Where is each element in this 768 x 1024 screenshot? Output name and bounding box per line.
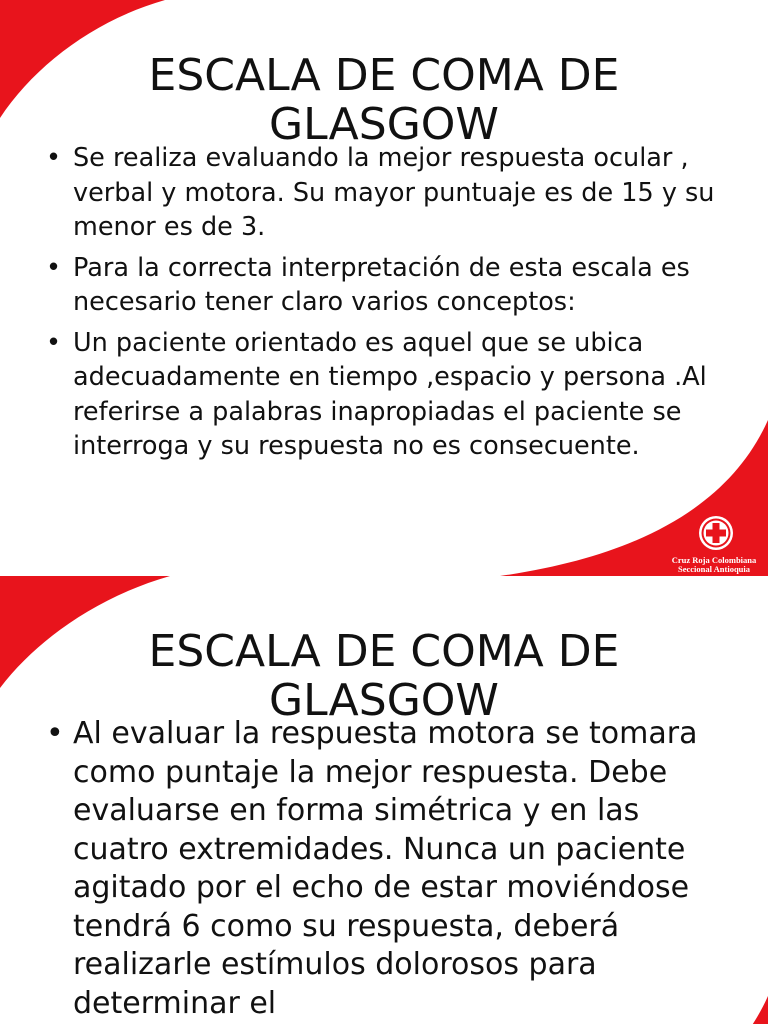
bullet-item: • Se realiza evaluando la mejor respuesta ocular , verbal y motora. Su mayor puntuaje es de 15 y su menor es de 3. (44, 141, 744, 245)
slide-title: ESCALA DE COMA DE GLASGOW (148, 626, 620, 727)
slide-title: ESCALA DE COMA DE GLASGOW (148, 50, 620, 151)
bullet-list (44, 715, 744, 1023)
cruz-roja-logo (654, 512, 768, 576)
red-cross-icon (697, 514, 735, 552)
bullet-list (44, 141, 744, 470)
bullet-item: • Para la correcta interpretación de esta escala es necesario tener claro varios conceptos: (44, 251, 744, 320)
slide-2 (0, 576, 768, 1024)
bullet-item: • Un paciente orientado es aquel que se ubica adecuadamente en tiempo ,espacio y persona .Al referirse a palabras inapropiadas el paciente se interroga y su respuesta no es consecuente. (44, 326, 744, 464)
logo-line-2: Seccional Antioquia (677, 564, 751, 574)
bullet-item: • Al evaluar la respuesta motora se tomara como puntaje la mejor respuesta. Debe evaluarse en forma simétrica y en las cuatro extremidades. Nunca un paciente agitado por el echo de estar moviéndose tendrá 6 como su respuesta, deberá realizarle estímulos dolorosos para determinar el (44, 715, 744, 1023)
logo-line-1: Cruz Roja Colombiana (671, 555, 757, 565)
